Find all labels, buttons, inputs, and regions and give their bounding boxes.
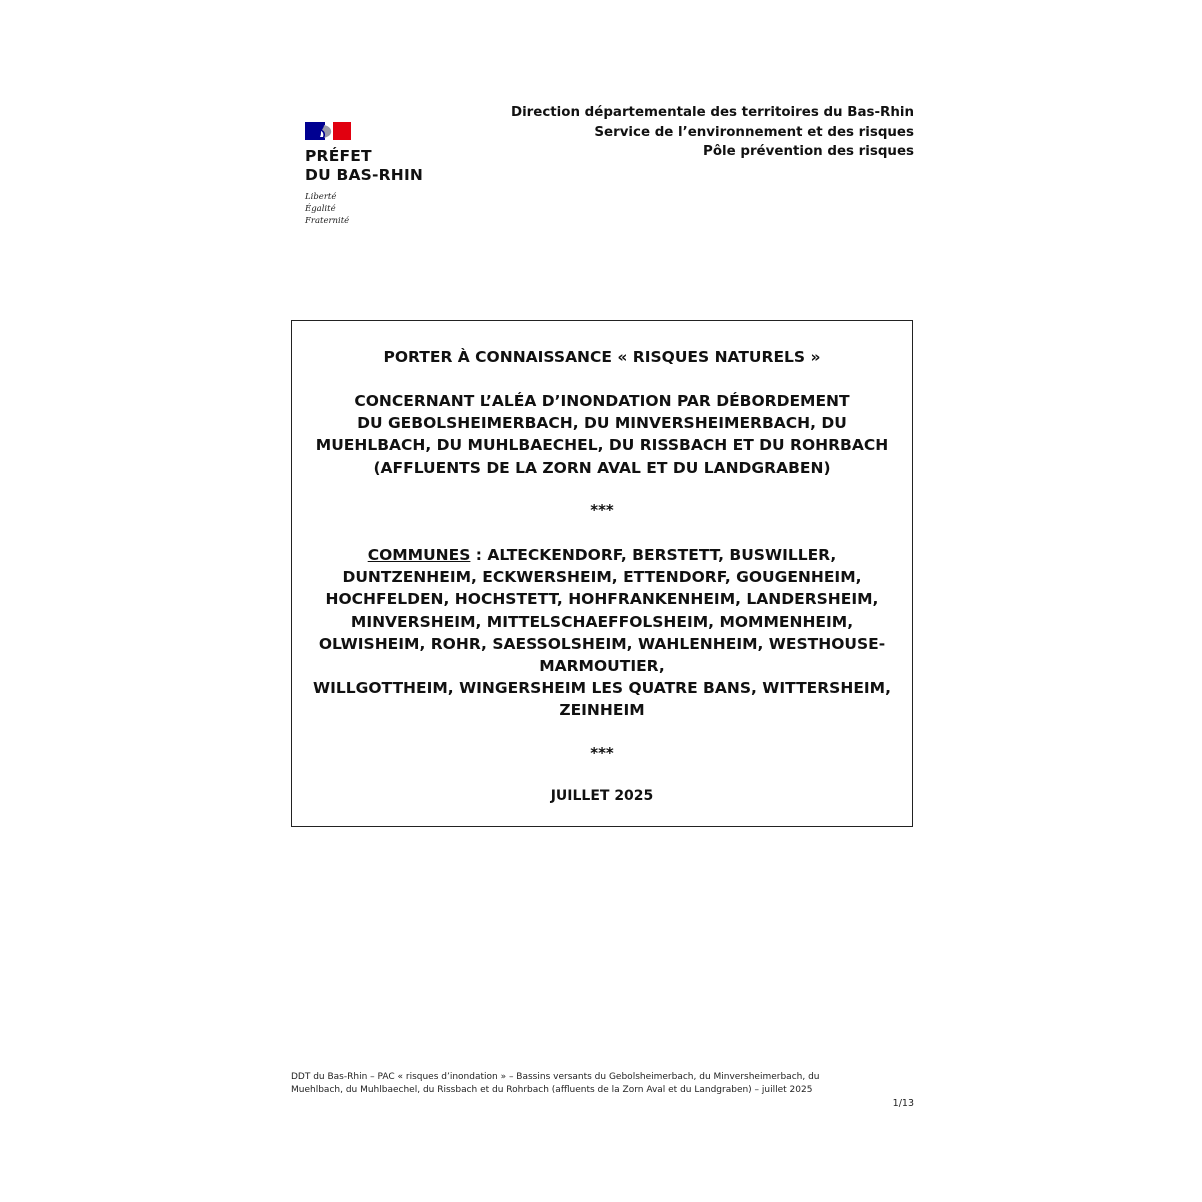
separator-stars: *** (590, 501, 614, 519)
document-date: JUILLET 2025 (550, 788, 654, 804)
service-line-service: Service de l’environnement et des risques (594, 124, 914, 140)
marianne-flag-icon (305, 122, 351, 140)
subject-line: MUEHLBACH, DU MUHLBAECHEL, DU RISSBACH ET DU ROHRBACH (315, 436, 889, 455)
document-subject (294, 390, 910, 479)
communes-line: MINVERSHEIM, MITTELSCHAEFFOLSHEIM, MOMMENHEIM, (350, 612, 854, 631)
prefecture-name-line1: PRÉFET (305, 147, 372, 165)
communes-list (292, 544, 912, 722)
page-number: 1/13 (892, 1098, 914, 1109)
page-footer (291, 1071, 913, 1097)
prefecture-name-line2: DU BAS-RHIN (305, 166, 424, 184)
separator-stars: *** (590, 744, 614, 762)
footer-line: DDT du Bas-Rhin – PAC « risques d’inondation » – Bassins versants du Gebolsheimerbach, du Minversheimerbach, du (291, 1072, 820, 1082)
republic-motto (305, 191, 445, 227)
communes-line-text: : ALTECKENDORF, BERSTETT, BUSWILLER, (470, 546, 837, 564)
motto-liberte: Liberté (305, 192, 337, 202)
communes-line: ZEINHEIM (559, 701, 645, 720)
service-line-pole: Pôle prévention des risques (703, 144, 914, 159)
document-title-box (291, 320, 913, 827)
communes-line: OLWISHEIM, ROHR, SAESSOLSHEIM, WAHLENHEIM, WESTHOUSE- (318, 634, 886, 653)
service-header (511, 103, 914, 162)
subject-line: CONCERNANT L’ALÉA D’INONDATION PAR DÉBORDEMENT (354, 392, 850, 410)
motto-fraternite: Fraternité (305, 216, 350, 226)
communes-line: MARMOUTIER, (539, 657, 665, 676)
prefecture-logo (305, 122, 445, 227)
communes-line (292, 544, 912, 566)
subject-line: DU GEBOLSHEIMERBACH, DU MINVERSHEIMERBACH, DU (357, 414, 847, 433)
communes-label: COMMUNES (367, 546, 471, 564)
communes-line: WILLGOTTHEIM, WINGERSHEIM LES QUATRE BANS, WITTERSHEIM, (313, 679, 891, 698)
document-type-title: PORTER À CONNAISSANCE « RISQUES NATURELS » (383, 348, 821, 366)
communes-line: DUNTZENHEIM, ECKWERSHEIM, ETTENDORF, GOUGENHEIM, (342, 568, 862, 587)
prefecture-name (305, 147, 445, 185)
service-line-direction: Direction départementale des territoires du Bas-Rhin (510, 105, 914, 120)
motto-egalite: Égalité (305, 204, 336, 214)
subject-line: (AFFLUENTS DE LA ZORN AVAL ET DU LANDGRABEN) (373, 458, 831, 477)
footer-line: Muehlbach, du Muhlbaechel, du Rissbach et du Rohrbach (affluents de la Zorn Aval et du Landgraben) – juillet 2025 (291, 1085, 813, 1095)
communes-line: HOCHFELDEN, HOCHSTETT, HOHFRANKENHEIM, LANDERSHEIM, (325, 590, 879, 609)
